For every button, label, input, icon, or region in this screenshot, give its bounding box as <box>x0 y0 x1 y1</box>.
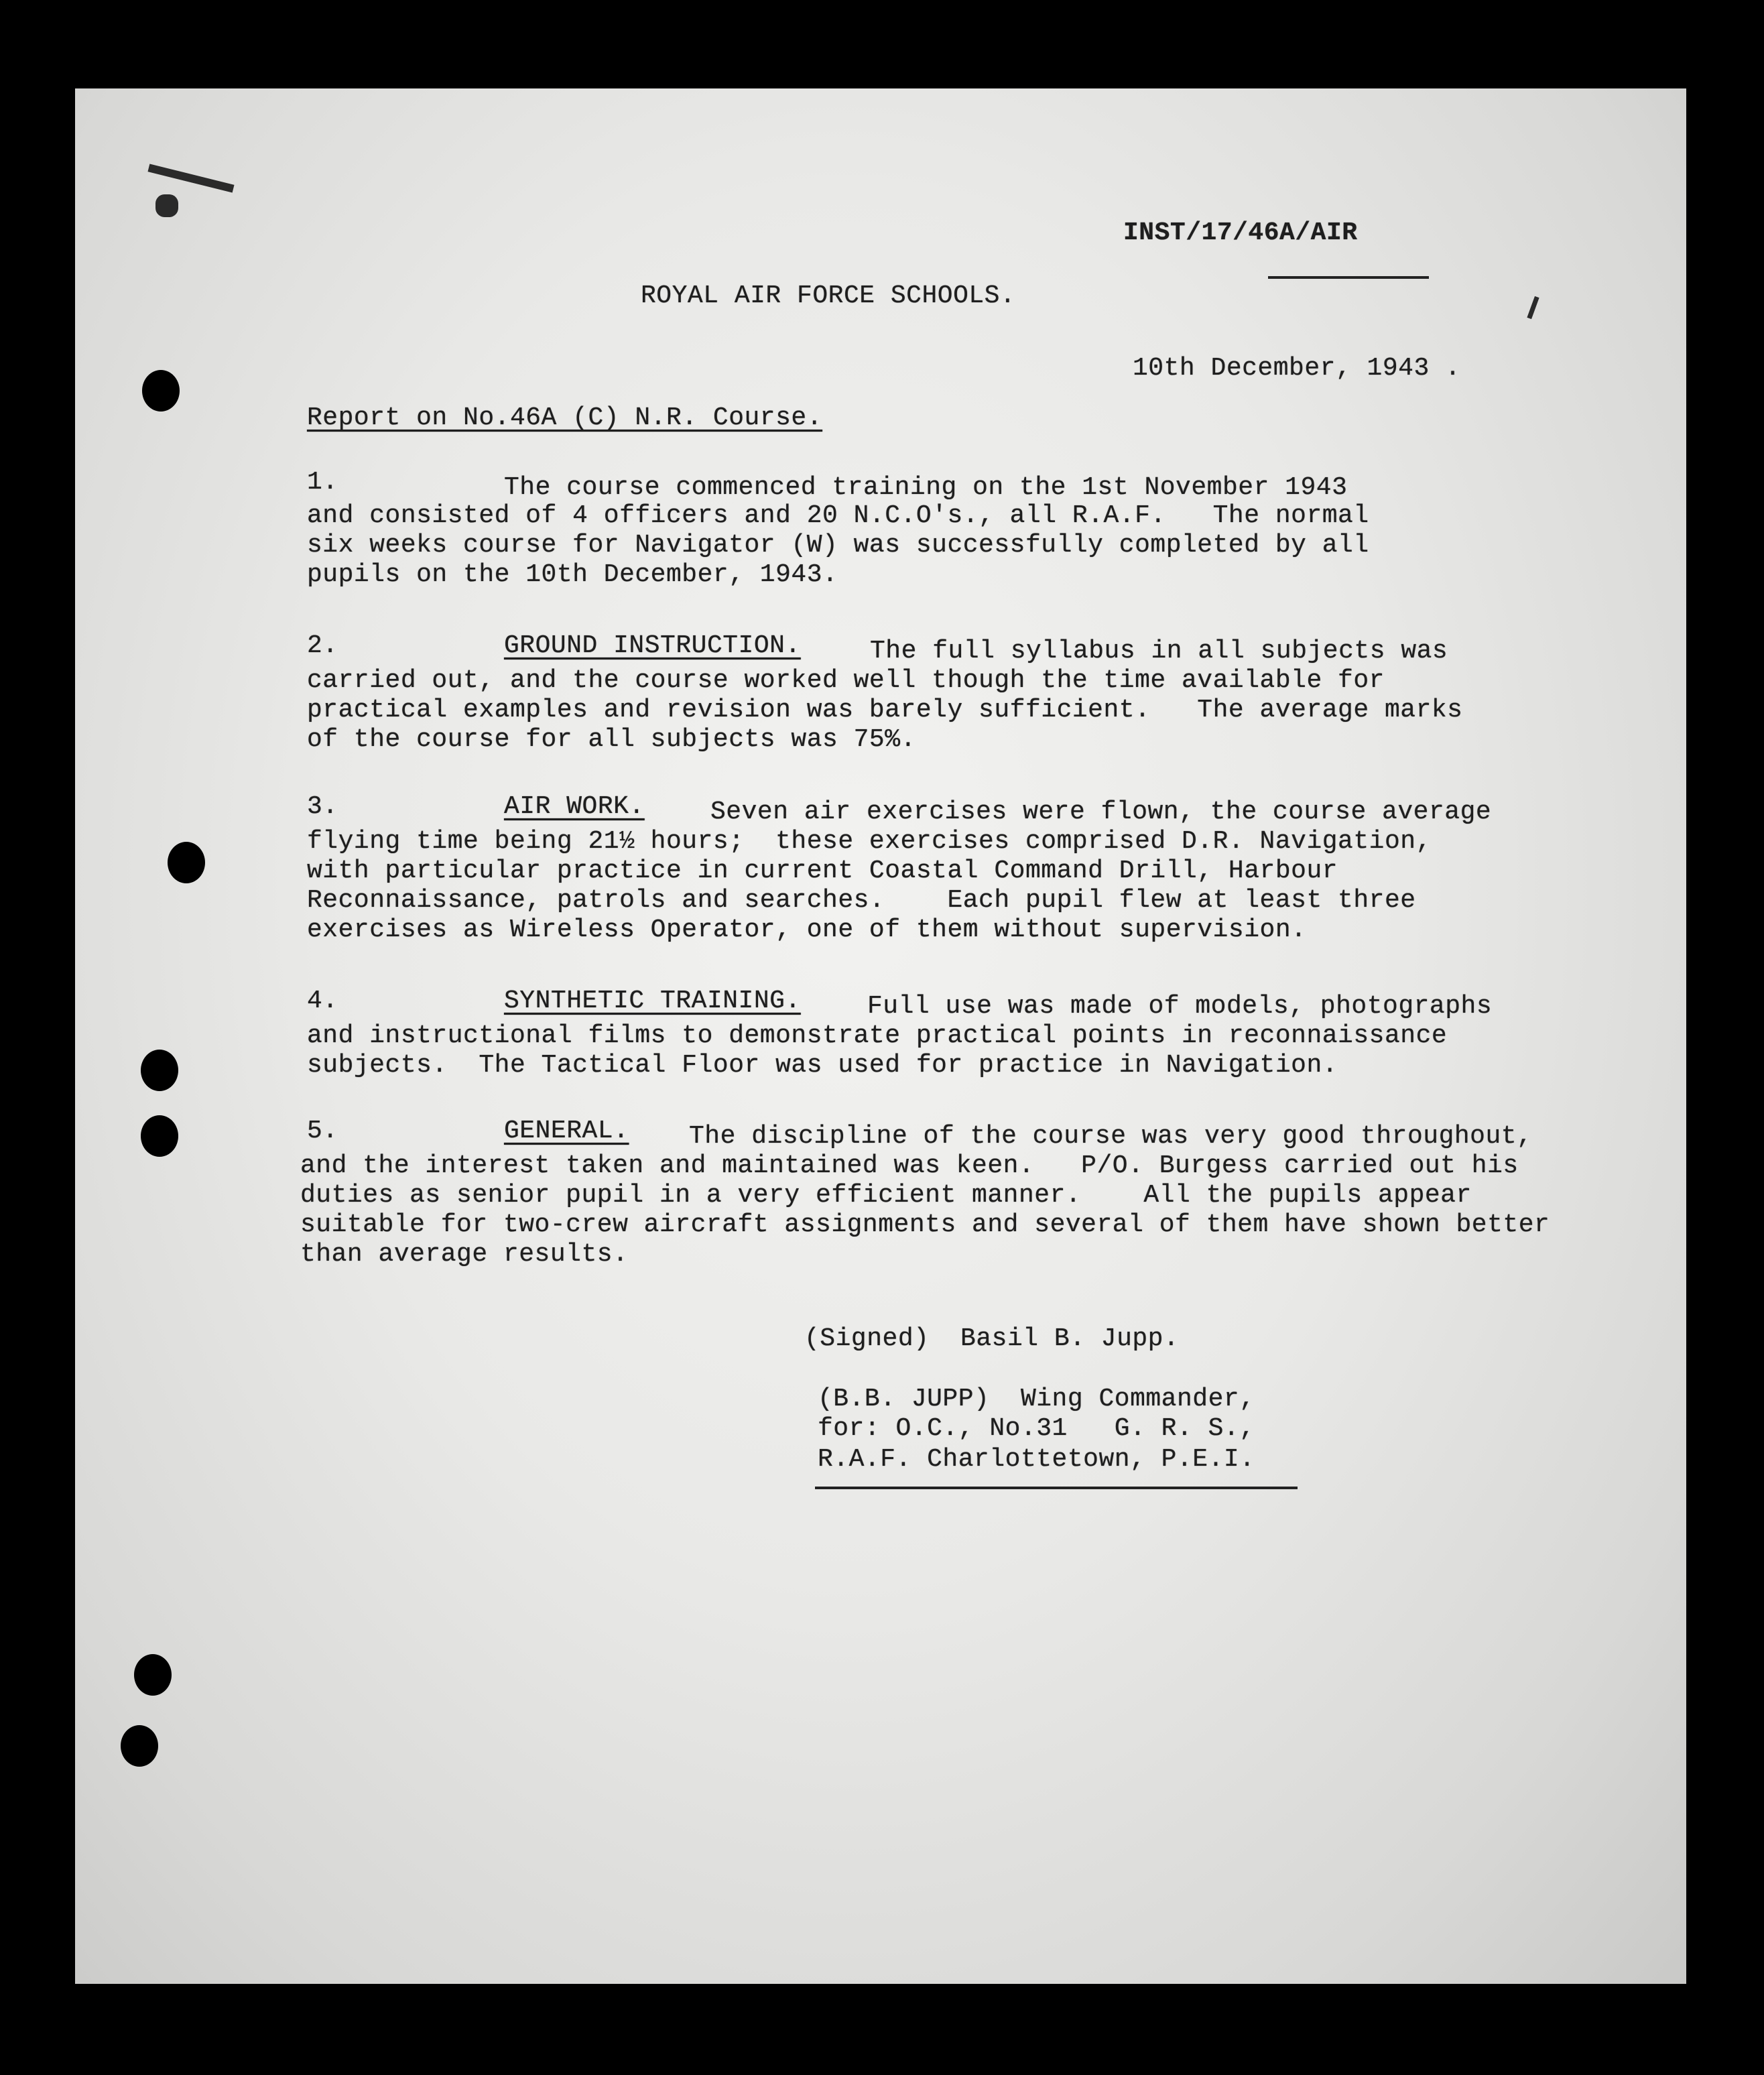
paragraph-3-line: Seven air exercises were flown, the course average <box>710 798 1492 826</box>
station-underline <box>815 1487 1298 1489</box>
paragraph-4-line: Full use was made of models, photographs <box>867 992 1493 1021</box>
document-reference: INST/17/46A/AIR <box>1123 218 1358 247</box>
punch-hole <box>142 370 180 412</box>
document-heading: ROYAL AIR FORCE SCHOOLS. <box>641 281 1016 310</box>
punch-hole <box>168 842 205 883</box>
paragraph-4-line: subjects. The Tactical Floor was used for practice in Navigation. <box>307 1051 1338 1080</box>
paragraph-2-heading: GROUND INSTRUCTION. <box>504 631 801 660</box>
paragraph-3-number: 3. <box>307 792 338 821</box>
paragraph-3-line: Reconnaissance, patrols and searches. Each pupil flew at least three <box>307 886 1416 915</box>
paragraph-4-heading: SYNTHETIC TRAINING. <box>504 987 801 1015</box>
paragraph-3-line: with particular practice in current Coastal Command Drill, Harbour <box>307 857 1338 885</box>
pen-mark-top-left-2 <box>155 194 178 217</box>
paragraph-3-line: exercises as Wireless Operator, one of them without supervision. <box>307 916 1307 944</box>
paragraph-1-line: pupils on the 10th December, 1943. <box>307 560 838 589</box>
report-subject: Report on No.46A (C) N.R. Course. <box>307 403 823 432</box>
tick-mark-right <box>1527 296 1539 319</box>
punch-hole <box>121 1725 158 1767</box>
paragraph-5-line: and the interest taken and maintained was keen. P/O. Burgess carried out his <box>300 1151 1519 1180</box>
paragraph-5-line: than average results. <box>300 1240 629 1269</box>
paragraph-2-line: of the course for all subjects was 75%. <box>307 725 916 754</box>
paragraph-1-line: The course commenced training on the 1st November 1943 <box>504 473 1348 502</box>
signatory-station: R.A.F. Charlottetown, P.E.I. <box>818 1445 1255 1474</box>
paragraph-2-number: 2. <box>307 631 338 660</box>
punch-hole <box>141 1115 178 1157</box>
paragraph-3-line: flying time being 21½ hours; these exercises comprised D.R. Navigation, <box>307 827 1432 856</box>
signed-line: (Signed) Basil B. Jupp. <box>804 1324 1180 1353</box>
signatory-for-line: for: O.C., No.31 G. R. S., <box>818 1414 1255 1443</box>
paragraph-4-number: 4. <box>307 987 338 1015</box>
paper-sheet <box>75 88 1686 1984</box>
reference-underline <box>1268 276 1429 279</box>
pen-mark-top-left <box>147 164 234 192</box>
paragraph-2-line: carried out, and the course worked well though the time available for <box>307 666 1385 695</box>
paragraph-5-heading: GENERAL. <box>504 1117 629 1145</box>
punch-hole <box>141 1050 178 1091</box>
paragraph-5-number: 5. <box>307 1117 338 1145</box>
paragraph-4-line: and instructional films to demonstrate practical points in reconnaissance <box>307 1021 1448 1050</box>
punch-hole <box>134 1654 172 1696</box>
paragraph-3-heading: AIR WORK. <box>504 792 645 821</box>
signatory-name-rank: (B.B. JUPP) Wing Commander, <box>818 1385 1255 1413</box>
paragraph-2-line: The full syllabus in all subjects was <box>870 637 1448 666</box>
paragraph-1-line: six weeks course for Navigator (W) was successfully completed by all <box>307 531 1369 560</box>
paragraph-5-line: The discipline of the course was very good throughout, <box>689 1122 1533 1151</box>
paragraph-1-number: 1. <box>307 468 338 497</box>
paragraph-5-line: duties as senior pupil in a very efficient manner. All the pupils appear <box>300 1181 1472 1210</box>
paragraph-1-line: and consisted of 4 officers and 20 N.C.O's., all R.A.F. The normal <box>307 501 1369 530</box>
paragraph-5-line: suitable for two-crew aircraft assignments and several of them have shown better <box>300 1210 1550 1239</box>
paragraph-2-line: practical examples and revision was barely sufficient. The average marks <box>307 696 1463 725</box>
document-date: 10th December, 1943 . <box>1133 354 1461 383</box>
